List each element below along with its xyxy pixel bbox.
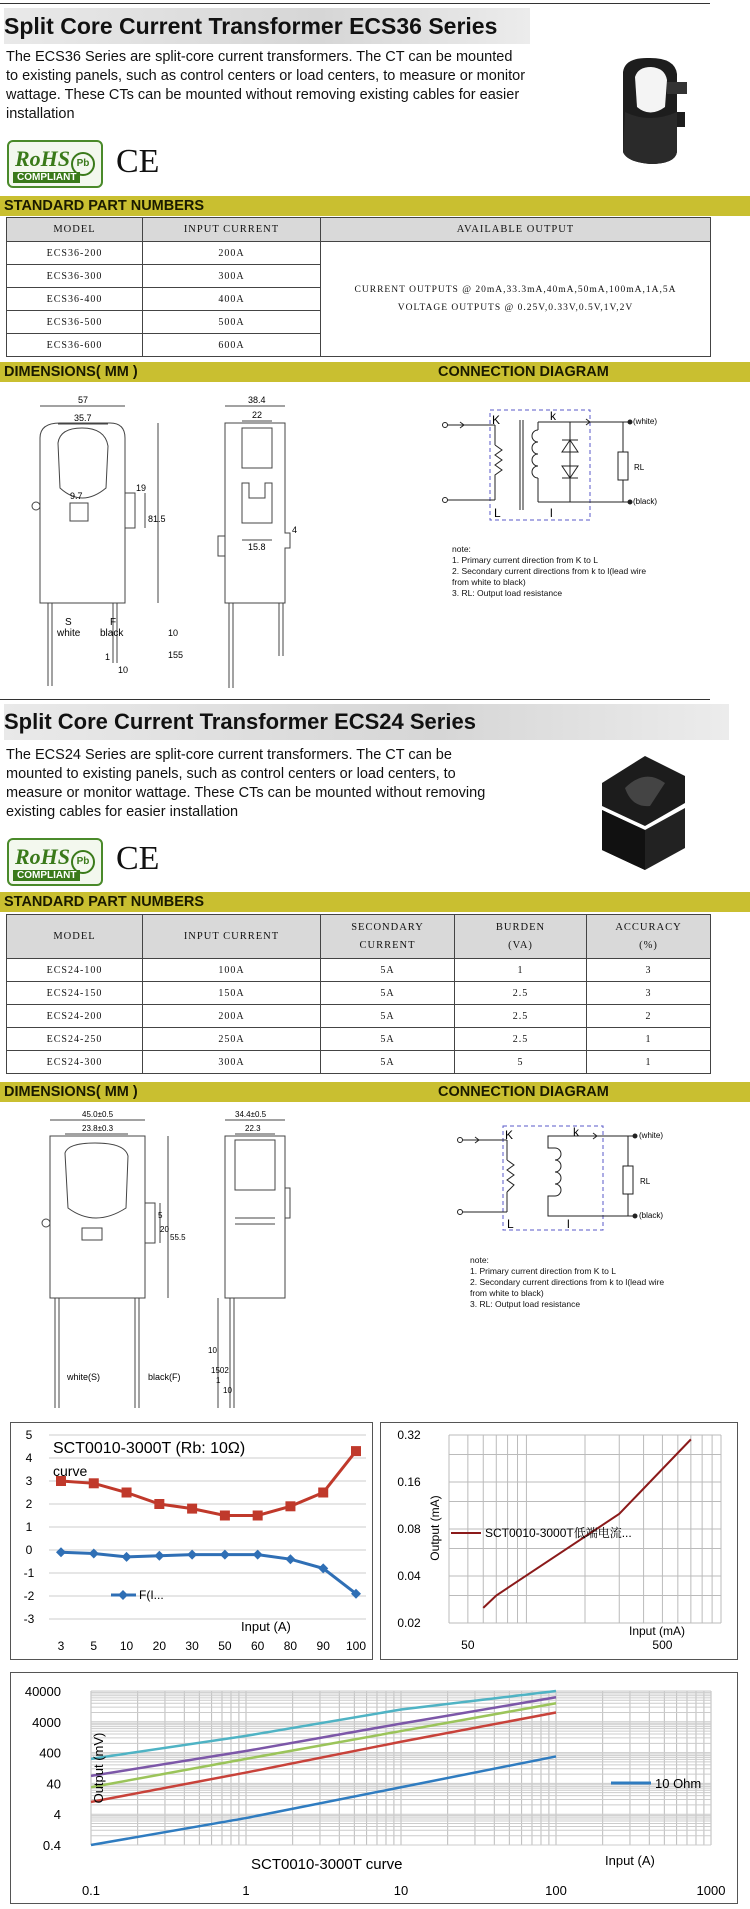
ecs24-title: Split Core Current Transformer ECS24 Series xyxy=(4,704,729,740)
note-line: 3. RL: Output load resistance xyxy=(452,588,563,598)
dim-22-3: 22.3 xyxy=(245,1124,261,1133)
dim-10: 10 xyxy=(208,1346,217,1355)
cell-accuracy: 3 xyxy=(587,982,711,1005)
dim-15-8: 15.8 xyxy=(248,542,266,552)
dim-34-4: 34.4±0.5 xyxy=(235,1110,267,1119)
cell-secondary: 5A xyxy=(321,982,455,1005)
dim-19: 19 xyxy=(136,483,147,493)
ecs36-dimensions-header xyxy=(0,362,750,382)
ecs36-rohs-logo xyxy=(7,140,103,188)
cell-secondary: 5A xyxy=(321,1005,455,1028)
data-point xyxy=(122,1552,132,1562)
series-line xyxy=(91,1703,556,1787)
connection-diagram-label: CONNECTION DIAGRAM xyxy=(438,364,609,380)
note-line: 1. Primary current direction from K to L xyxy=(470,1266,616,1276)
cell-model: ECS36-300 xyxy=(7,265,143,288)
y-axis-label: Output (mV) xyxy=(91,1732,106,1804)
note-line: note: xyxy=(470,1255,489,1265)
header-line: BURDEN xyxy=(495,921,546,933)
ecs36-notes xyxy=(452,544,692,599)
x-axis-label: Input (A) xyxy=(241,1619,291,1634)
rohs-compliant-text: COMPLIANT xyxy=(13,870,80,881)
ecs36-title: Split Core Current Transformer ECS36 Series xyxy=(4,8,530,44)
cell-model: ECS24-150 xyxy=(7,982,143,1005)
x-tick-label: 20 xyxy=(152,1639,167,1653)
cell-input: 300A xyxy=(143,265,321,288)
note-line: 3. RL: Output load resistance xyxy=(470,1299,581,1309)
x-tick-label: 100 xyxy=(345,1639,367,1653)
series-line xyxy=(91,1697,556,1776)
cell-model: ECS24-200 xyxy=(7,1005,143,1028)
chart-3-box xyxy=(10,1672,738,1904)
cell-input: 400A xyxy=(143,288,321,311)
terminal-l: l xyxy=(550,506,553,520)
cell-input: 250A xyxy=(143,1028,321,1051)
rohs-text: RoHS xyxy=(15,844,71,869)
y-axis-label: Output (mA) xyxy=(428,1495,442,1561)
data-point xyxy=(285,1554,295,1564)
y-tick-label: 0.32 xyxy=(397,1428,421,1442)
black-label: (black) xyxy=(639,1211,664,1220)
desc-line: existing cables for easier installation xyxy=(6,804,239,820)
cell-burden: 2.5 xyxy=(455,982,587,1005)
note-line: 2. Secondary current directions from k to l(lead wire xyxy=(470,1277,665,1287)
cell-secondary: 5A xyxy=(321,959,455,982)
cell-model: ECS36-500 xyxy=(7,311,143,334)
chart-1-box xyxy=(10,1422,373,1660)
dimensions-label: DIMENSIONS( MM ) xyxy=(4,364,138,380)
connection-diagram-label: CONNECTION DIAGRAM xyxy=(438,1084,609,1100)
header-line: (VA) xyxy=(508,939,533,951)
x-tick-label: 1 xyxy=(242,1883,250,1898)
note-line: 1. Primary current direction from K to L xyxy=(452,555,598,565)
y-tick-label: 0.02 xyxy=(397,1616,421,1630)
dim-55-5: 55.5 xyxy=(170,1233,186,1242)
rohs-text: RoHS xyxy=(15,146,71,171)
ecs36-standard-part-numbers-header: STANDARD PART NUMBERS xyxy=(0,196,750,216)
y-tick-label: 0 xyxy=(25,1543,33,1557)
desc-line: installation xyxy=(6,106,75,122)
ecs36-connection-diagram xyxy=(440,400,690,525)
ecs24-description xyxy=(6,746,566,822)
black-label: (black) xyxy=(633,497,658,506)
col-header-available-output: AVAILABLE OUTPUT xyxy=(321,218,711,242)
rl-label: RL xyxy=(640,1177,651,1186)
desc-line: to existing panels, such as control centers or load centers, to measure or monitor xyxy=(6,68,526,84)
y-tick-label: -1 xyxy=(23,1566,35,1580)
cell-accuracy: 2 xyxy=(587,1005,711,1028)
data-point xyxy=(56,1547,66,1557)
y-tick-label: 0.4 xyxy=(42,1838,61,1853)
dim-1502: 1502 xyxy=(211,1366,229,1375)
y-tick-label: -3 xyxy=(23,1612,35,1626)
legend-label: F(I... xyxy=(139,1588,164,1602)
ecs24-part-table xyxy=(6,914,711,1074)
white-label: (white) xyxy=(639,1131,664,1140)
terminal-k: k xyxy=(573,1125,579,1139)
rohs-compliant-text: COMPLIANT xyxy=(13,172,80,183)
lead-black-label: black(F) xyxy=(148,1372,181,1382)
x-axis-label: Input (A) xyxy=(605,1853,655,1868)
desc-line: The ECS24 Series are split-core current transformers. The CT can be xyxy=(6,747,452,763)
dim-1: 1 xyxy=(105,652,111,662)
x-tick-label: 30 xyxy=(185,1639,199,1653)
cell-burden: 2.5 xyxy=(455,1005,587,1028)
dim-4: 4 xyxy=(292,525,298,535)
desc-line: wattage. These CTs can be mounted without removing existing cables for easier xyxy=(6,87,520,103)
col-header-burden xyxy=(455,915,587,959)
cell-accuracy: 3 xyxy=(587,959,711,982)
cell-accuracy: 1 xyxy=(587,1028,711,1051)
cell-accuracy: 1 xyxy=(587,1051,711,1074)
ecs36-product-photo xyxy=(605,52,700,172)
col-header-model: MODEL xyxy=(7,915,143,959)
ecs24-connection-diagram xyxy=(455,1120,685,1235)
y-tick-label: 2 xyxy=(25,1497,33,1511)
col-header-secondary-current xyxy=(321,915,455,959)
data-point xyxy=(285,1501,295,1511)
cell-input: 200A xyxy=(143,242,321,265)
cell-input: 200A xyxy=(143,1005,321,1028)
series-line xyxy=(61,1451,356,1515)
chart-title: SCT0010-3000T (Rb: 10Ω) xyxy=(53,1440,246,1457)
dim-57: 57 xyxy=(78,395,89,405)
x-axis-label: Input (mA) xyxy=(629,1624,686,1638)
desc-line: The ECS36 Series are split-core current transformers. The CT can be mounted xyxy=(6,49,513,65)
data-point xyxy=(351,1446,361,1456)
data-point xyxy=(122,1488,132,1498)
header-line: (%) xyxy=(639,939,658,951)
dim-5: 5 xyxy=(158,1211,163,1220)
ecs24-dimensions-header xyxy=(0,1082,750,1102)
y-tick-label: 0.16 xyxy=(397,1475,421,1489)
pb-free-icon: Pb xyxy=(71,850,95,874)
ecs24-rohs-logo xyxy=(7,838,103,886)
ecs36-part-table xyxy=(6,217,711,357)
terminal-l: l xyxy=(567,1217,570,1231)
dim-20: 20 xyxy=(160,1225,169,1234)
header-line: CURRENT xyxy=(359,939,416,951)
lead-white-label: white xyxy=(57,628,81,639)
desc-line: measure or monitor wattage. These CTs can be mounted without removing xyxy=(6,785,486,801)
ecs36-description xyxy=(6,48,596,124)
dim-22: 22 xyxy=(252,410,263,420)
cell-secondary: 5A xyxy=(321,1051,455,1074)
chart-title: SCT0010-3000T curve xyxy=(251,1856,403,1873)
x-tick-label: 0.1 xyxy=(81,1883,101,1898)
output-line: VOLTAGE OUTPUTS @ 0.25V,0.33V,0.5V,1V,2V xyxy=(397,303,634,313)
y-tick-label: -2 xyxy=(23,1589,35,1603)
note-line: from white to black) xyxy=(452,577,526,587)
note-line: 2. Secondary current directions from k to l(lead wire xyxy=(452,566,647,576)
ecs24-dimension-drawing xyxy=(30,1108,320,1418)
dim-81-5: 81.5 xyxy=(148,514,166,524)
cell-secondary: 5A xyxy=(321,1028,455,1051)
data-point xyxy=(220,1550,230,1560)
y-tick-label: 4 xyxy=(25,1451,33,1465)
cell-burden: 1 xyxy=(455,959,587,982)
lead-black-label: black xyxy=(100,628,124,639)
ecs24-notes xyxy=(470,1255,710,1310)
cell-input: 300A xyxy=(143,1051,321,1074)
section-rule xyxy=(0,699,710,700)
x-tick-label: 10 xyxy=(119,1639,134,1653)
header-line: ACCURACY xyxy=(615,921,682,933)
cell-model: ECS24-100 xyxy=(7,959,143,982)
x-tick-label: 80 xyxy=(283,1639,298,1653)
data-point xyxy=(220,1511,230,1521)
col-header-model: MODEL xyxy=(7,218,143,242)
dim-9-7: 9.7 xyxy=(70,491,83,501)
legend-label: SCT0010-3000T低端电流... xyxy=(485,1526,632,1540)
terminal-L: L xyxy=(507,1217,514,1231)
cell-input: 100A xyxy=(143,959,321,982)
x-tick-label: 100 xyxy=(545,1883,567,1898)
dim-155: 155 xyxy=(168,650,184,660)
y-tick-label: 4 xyxy=(53,1807,61,1823)
data-point xyxy=(253,1511,263,1521)
x-tick-label: 90 xyxy=(316,1639,330,1653)
x-tick-label: 60 xyxy=(250,1639,265,1653)
col-header-input-current: INPUT CURRENT xyxy=(143,218,321,242)
chart-3 xyxy=(11,1673,737,1903)
data-point xyxy=(318,1488,328,1498)
x-tick-label: 3 xyxy=(57,1639,65,1653)
col-header-accuracy xyxy=(587,915,711,959)
x-tick-label: 1000 xyxy=(696,1883,726,1898)
cell-input: 500A xyxy=(143,311,321,334)
ecs24-ce-mark: CE xyxy=(116,840,160,877)
dim-23-8: 23.8±0.3 xyxy=(82,1124,114,1133)
dim-10b: 10 xyxy=(118,665,129,675)
top-rule xyxy=(0,3,710,4)
lead-white-label: white(S) xyxy=(67,1372,101,1382)
output-line: CURRENT OUTPUTS @ 20mA,33.3mA,40mA,50mA,100mA,1A,5A xyxy=(354,285,677,295)
y-tick-label: 40000 xyxy=(24,1684,61,1699)
chart-1 xyxy=(11,1423,372,1659)
lead-f-label: F xyxy=(110,617,117,628)
x-tick-label: 50 xyxy=(218,1639,232,1653)
x-tick-label: 10 xyxy=(393,1883,409,1898)
note-line: note: xyxy=(452,544,471,554)
data-point xyxy=(187,1504,197,1514)
rl-label: RL xyxy=(634,463,645,472)
cell-model: ECS24-250 xyxy=(7,1028,143,1051)
ecs36-ce-mark: CE xyxy=(116,143,160,180)
terminal-K: K xyxy=(492,413,501,427)
dim-45: 45.0±0.5 xyxy=(82,1110,114,1119)
data-point xyxy=(89,1478,99,1488)
data-point xyxy=(187,1550,197,1560)
dim-38-4: 38.4 xyxy=(248,395,266,405)
y-tick-label: 0.08 xyxy=(397,1522,421,1536)
x-tick-label: 500 xyxy=(652,1638,673,1652)
desc-line: mounted to existing panels, such as control centers or load centers, to xyxy=(6,766,456,782)
dim-1: 1 xyxy=(216,1376,221,1385)
series-line xyxy=(91,1756,556,1845)
note-line: from white to black) xyxy=(470,1288,544,1298)
dim-10b: 10 xyxy=(223,1386,232,1395)
white-label: (white) xyxy=(633,417,658,426)
legend-label: 10 Ohm xyxy=(655,1776,702,1791)
cell-input: 150A xyxy=(143,982,321,1005)
x-tick-label: 5 xyxy=(90,1639,98,1653)
ecs36-dimension-drawing xyxy=(20,388,320,688)
pb-free-icon: Pb xyxy=(71,152,95,176)
cell-burden: 2.5 xyxy=(455,1028,587,1051)
chart-2-box xyxy=(380,1422,738,1660)
y-tick-label: 400 xyxy=(39,1745,61,1761)
dimensions-label: DIMENSIONS( MM ) xyxy=(4,1084,138,1100)
data-point xyxy=(154,1551,164,1561)
y-tick-label: 4000 xyxy=(32,1714,61,1730)
lead-s-label: S xyxy=(65,617,72,628)
dim-35-7: 35.7 xyxy=(74,413,92,423)
cell-model: ECS36-200 xyxy=(7,242,143,265)
terminal-L: L xyxy=(494,506,501,520)
ecs24-product-photo xyxy=(590,748,695,873)
x-tick-label: 50 xyxy=(461,1638,475,1652)
series-line xyxy=(483,1439,691,1607)
legend-marker xyxy=(118,1590,128,1600)
header-line: SECONDARY xyxy=(351,921,424,933)
y-tick-label: 5 xyxy=(25,1428,33,1442)
y-tick-label: 0.04 xyxy=(397,1569,421,1583)
ecs24-standard-part-numbers-header: STANDARD PART NUMBERS xyxy=(0,892,750,912)
y-tick-label: 3 xyxy=(25,1474,33,1488)
cell-model: ECS36-600 xyxy=(7,334,143,357)
cell-output xyxy=(321,242,711,357)
terminal-k: k xyxy=(550,409,556,423)
chart-subtitle: curve xyxy=(53,1463,88,1479)
chart-2 xyxy=(381,1423,737,1659)
terminal-K: K xyxy=(505,1128,514,1142)
cell-input: 600A xyxy=(143,334,321,357)
cell-burden: 5 xyxy=(455,1051,587,1074)
y-tick-label: 1 xyxy=(25,1520,33,1534)
y-tick-label: 40 xyxy=(46,1776,61,1792)
col-header-input-current: INPUT CURRENT xyxy=(143,915,321,959)
data-point xyxy=(154,1499,164,1509)
cell-model: ECS36-400 xyxy=(7,288,143,311)
cell-model: ECS24-300 xyxy=(7,1051,143,1074)
data-point xyxy=(253,1550,263,1560)
dim-10: 10 xyxy=(168,628,179,638)
